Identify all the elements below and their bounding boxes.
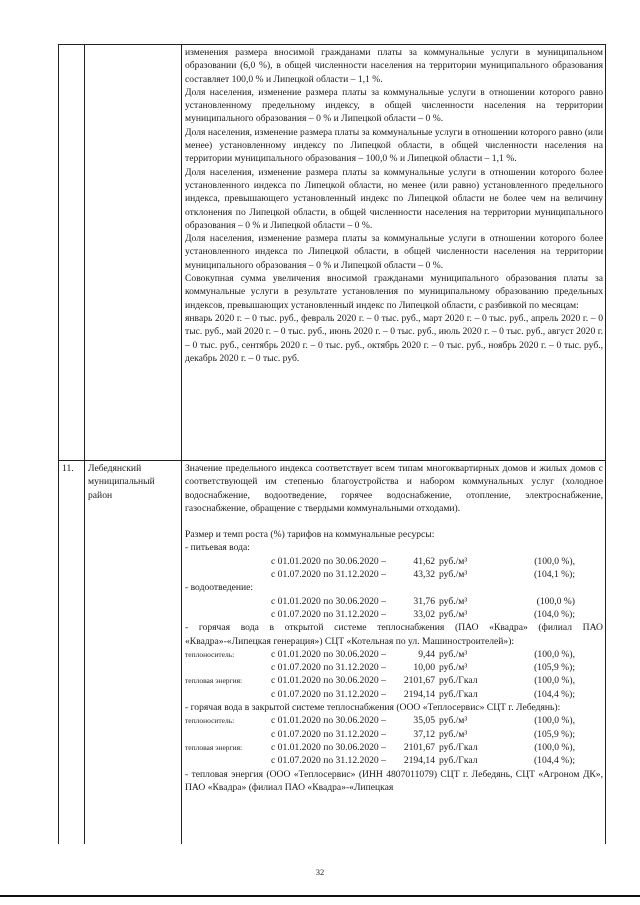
tariff-period: с 01.01.2020 по 30.06.2020 – — [271, 715, 386, 727]
tariff-value: 10,00 — [413, 662, 435, 674]
water-heading: - питьевая вода: — [185, 542, 250, 554]
tariff-unit: руб./м³ — [439, 595, 468, 607]
tariff-unit: руб./м³ — [439, 569, 468, 581]
tariff-value: 2101,67 — [403, 741, 435, 753]
tariff-row — [185, 661, 603, 674]
tariff-unit: руб./м³ — [439, 728, 468, 740]
row-11-content — [185, 462, 603, 794]
paragraph: Доля населения, изменение размера платы за коммунальные услуги в отношении которого равно установленному предельному индексу, в общей численности населения на территории муниципального образования – 0 % и Липецкой области – 0 %. — [185, 86, 603, 125]
tariff-period: с 01.07.2020 по 31.12.2020 – — [271, 662, 386, 674]
tariff-period: с 01.01.2020 по 30.06.2020 – — [271, 741, 386, 753]
tariff-row — [185, 608, 603, 621]
tariff-period: с 01.07.2020 по 31.12.2020 – — [271, 608, 386, 620]
hot-water-open-tariffs — [185, 648, 603, 701]
content-table — [58, 44, 606, 844]
tariff-row — [185, 595, 603, 608]
tariff-period: с 01.07.2020 по 31.12.2020 – — [271, 688, 386, 700]
tariff-index: (104,4 %); — [533, 755, 575, 767]
tariff-value: 41,62 — [413, 555, 435, 567]
tariff-index: (105,9 %); — [533, 728, 575, 740]
tariff-index: (104,1 %); — [533, 569, 575, 581]
tariff-index: (100,0 %), — [534, 741, 575, 753]
tariff-index: (100,0 %), — [534, 555, 575, 567]
tariff-value: 2194,14 — [403, 755, 435, 767]
intro-paragraph: Значение предельного индекса соответствует всем типам многоквартирных домов и жилых домов с соответствующей им степенью благоустройства и набором коммунальных услуг (холодное водоснабжение, водоотведение, горячее водоснабжение, отопление, электроснабжение, газоснабжение, обращение с твердыми коммунальными отходами). — [185, 463, 603, 514]
tariff-period: с 01.07.2020 по 31.12.2020 – — [271, 728, 386, 740]
hot-water-closed-heading: - горячая вода в закрытой системе теплоснабжения (ООО «Теплосервис» СЦТ г. Лебедянь): — [185, 702, 561, 714]
tariff-unit: руб./Гкал — [439, 688, 478, 700]
tariff-row — [185, 728, 603, 741]
sewer-tariffs — [185, 595, 603, 622]
tariff-row — [185, 741, 603, 754]
paragraph-monthly-sums: январь 2020 г. – 0 тыс. руб., февраль 2020 г. – 0 тыс. руб., март 2020 г. – 0 тыс. руб., апрель 2020 г. – 0 тыс. руб., май 2020 г. – 0 тыс. руб., июнь 2020 г. – 0 тыс. руб., июль 2020 г. – 0 тыс. руб., август 2020 г. – 0 тыс. руб., сентябрь 2020 г. – 0 тыс. руб., октябрь 2020 г. – 0 тыс. руб., ноябрь 2020 г. – 0 тыс. руб., декабрь 2020 г. – 0 тыс. руб. — [185, 312, 603, 364]
tariff-row — [185, 754, 603, 767]
tariff-unit: руб./м³ — [439, 662, 468, 674]
tariff-unit: руб./Гкал — [439, 741, 478, 753]
tariff-index: (104,4 %); — [533, 688, 575, 700]
tariff-row — [185, 568, 603, 581]
tariff-unit: руб./м³ — [439, 648, 468, 660]
row-divider — [58, 460, 606, 461]
tariff-period: с 01.07.2020 по 31.12.2020 – — [271, 569, 386, 581]
water-tariffs — [185, 555, 603, 582]
hot-water-closed-tariffs — [185, 714, 603, 767]
tariff-value: 31,76 — [413, 595, 435, 607]
page-number: 32 — [315, 867, 325, 877]
tariff-period: с 01.01.2020 по 30.06.2020 – — [271, 595, 386, 607]
tariff-period: с 01.07.2020 по 31.12.2020 – — [271, 755, 386, 767]
tariff-unit: руб./м³ — [439, 608, 468, 620]
tariff-label: тепловая энергия: — [185, 676, 243, 686]
tariff-row — [185, 555, 603, 568]
tariff-label: теплоноситель: — [185, 649, 235, 659]
tariff-unit: руб./м³ — [439, 555, 468, 567]
previous-row-content — [185, 46, 603, 365]
tariff-label: теплоноситель: — [185, 716, 235, 726]
tariff-value: 9,44 — [418, 648, 435, 660]
tariff-period: с 01.01.2020 по 30.06.2020 – — [271, 675, 386, 687]
tariff-period: с 01.01.2020 по 30.06.2020 – — [271, 555, 386, 567]
paragraph: Доля населения, изменение размера платы за коммунальные услуги в отношении которого более установленного индекса по Липецкой области, в общей численности населения на территории муниципального образования – 0 % и Липецкой области – 0 %. — [185, 233, 603, 271]
tariff-row — [185, 674, 603, 687]
tariff-index: (100,0 %), — [534, 675, 575, 687]
tariff-row — [185, 688, 603, 701]
tariff-index: (104,0 %); — [533, 608, 575, 620]
tariff-value: 33,02 — [413, 608, 435, 620]
tariff-row — [185, 714, 603, 727]
column-divider-name — [181, 44, 182, 844]
hot-water-open-heading: - горячая вода в открытой системе теплоснабжения (ПАО «Квадра» (филиал ПАО «Квадра»-«Липецкая генерация») СЦТ «Котельная по ул. Машиностроителей»): — [185, 622, 603, 647]
tariff-index: (100,0 %), — [534, 715, 575, 727]
tariff-value: 37,12 — [413, 728, 435, 740]
paragraph: Доля населения, изменение размера платы за коммунальные услуги в отношении которого более установленного индекса по Липецкой области, но менее (или равно) установленного предельного индекса, превышающего установленный индекс по Липецкой области не более чем на величину отклонения по Липецкой области, в общей численности населения на территории муниципального образования – 0 % и Липецкой области – 0 %. — [185, 166, 603, 231]
thermal-energy-heading: - тепловая энергия (ООО «Теплосервис» (ИНН 4807011079) СЦТ г. Лебедянь, СЦТ «Агроном ДК», ПАО «Квадра» (филиал ПАО «Квадра»-«Липецкая — [185, 768, 603, 793]
tariff-index: (105,9 %); — [533, 662, 575, 674]
row-name: Лебедянский муниципальный район — [88, 463, 155, 501]
sewer-heading: - водоотведение: — [185, 582, 254, 594]
tariffs-heading: Размер и темп роста (%) тарифов на коммунальные ресурсы: — [185, 529, 435, 541]
tariff-unit: руб./Гкал — [439, 675, 478, 687]
tariff-period: с 01.01.2020 по 30.06.2020 – — [271, 648, 386, 660]
tariff-index: (100,0 %) — [536, 595, 575, 607]
tariff-value: 35,05 — [413, 715, 435, 727]
tariff-row — [185, 648, 603, 661]
table-border-left — [58, 44, 59, 844]
tariff-unit: руб./Гкал — [439, 755, 478, 767]
paragraph: Доля населения, изменение размера платы за коммунальные услуги в отношении которого равно (или менее) установленному индексу по Липецкой области, в общей численности населения на территории муниципального образования – 100,0 % и Липецкой области – 1,1 %. — [185, 126, 603, 165]
tariff-value: 2101,67 — [403, 675, 435, 687]
column-divider-number — [84, 44, 85, 844]
tariff-label: тепловая энергия: — [185, 742, 243, 752]
bottom-rule — [0, 895, 640, 897]
row-number: 11. — [62, 463, 74, 474]
tariff-value: 2194,14 — [403, 688, 435, 700]
tariff-value: 43,32 — [413, 569, 435, 581]
table-border-right — [605, 44, 606, 844]
paragraph: изменения размера вносимой гражданами платы за коммунальные услуги в муниципальном образовании (6,0 %), в общей численности населения на территории муниципального образования составляет 100,0 % и Липецкой области – 1,1 %. — [185, 47, 603, 85]
paragraph: Совокупная сумма увеличения вносимой гражданами муниципального образования платы за коммунальные услуги в результате установления по муниципальному образованию предельных индексов, превышающих установленный индекс по Липецкой области, с разбивкой по месяцам: — [185, 273, 603, 311]
tariff-unit: руб./м³ — [439, 715, 468, 727]
table-border-top — [58, 44, 606, 45]
tariff-index: (100,0 %), — [534, 648, 575, 660]
